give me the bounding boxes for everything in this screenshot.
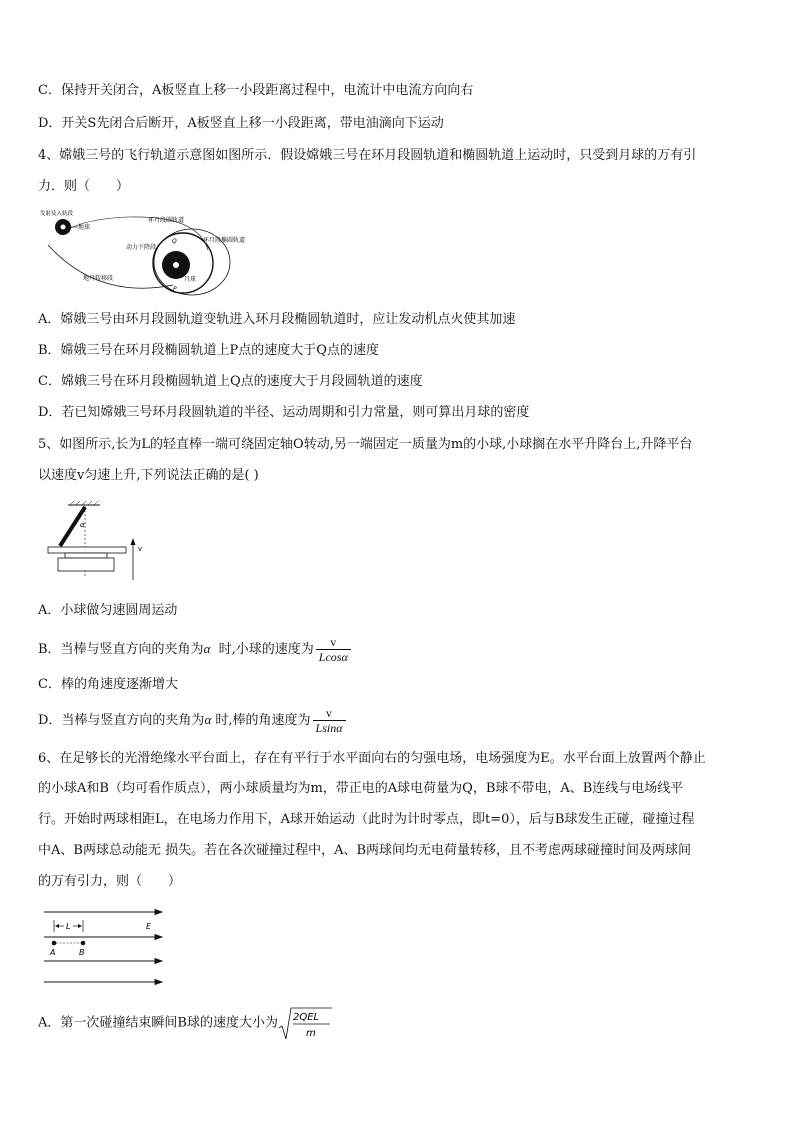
decel-label: 动力下降段 [126, 244, 157, 251]
q5-option-a: A．小球做匀速圆周运动 [38, 603, 178, 618]
sqrt-numerator: 2QEL [292, 1012, 320, 1024]
q5-option-d: D．当棒与竖直方向的夹角为α 时,棒的角速度为 $\frac{v}{Lsin\alpha}$ [38, 703, 348, 738]
q6-option-a-sqrt [278, 1003, 332, 1043]
q5-stem-line2: 以速度v匀速上升,下列说法正确的是( ) [38, 468, 259, 483]
q5-option-c: C．棒的角速度逐渐增大 [38, 677, 178, 692]
q6-stem-line3: 行。开始时两球相距L，在电场力作用下，A球开始运动（此时为计时零点，即t=0），后与B球发生正碰，碰撞过程 [38, 812, 695, 827]
earth-label: 地球 [78, 224, 91, 231]
q3-option-d: D．开关S先闭合后断开，A板竖直上移一小段距离，带电油滴向下运动 [38, 116, 444, 131]
q4-option-c: C．嫦娥三号在环月段椭圆轨道上Q点的速度大于月段圆轨道的速度 [38, 374, 423, 389]
ball-a-label: A [50, 948, 56, 957]
distance-l-label: L [66, 922, 71, 931]
q6-stem-line2: 的小球A和B（均可看作质点），两小球质量均为m，带正电的A球电荷量为Q，B球不带电，A、B连线与电场线平 [38, 781, 684, 796]
launch-label: 发射及入轨段 [40, 211, 74, 217]
ball-b-label: B [79, 948, 85, 957]
q5-stem-line1: 5、如图所示,长为L的轻直棒一端可绕固定轴O转动,另一端固定一质量为m的小球,小球搁在水平升降台上,升降平台 [38, 437, 693, 452]
field-e-label: E [146, 922, 152, 931]
moon-label: 月球 [184, 276, 197, 283]
q6-stem-line1: 6、在足够长的光滑绝缘水平台面上，存在有平行于水平面向右的匀强电场，电场强度为E。水平台面上放置两个静止 [38, 751, 706, 766]
q4-option-d: D．若已知嫦娥三号环月段圆轨道的半径、运动周期和引力常量，则可算出月球的密度 [38, 405, 530, 420]
q6-field-figure [42, 906, 167, 988]
q6-option-a: A．第一次碰撞结束瞬间B球的速度大小为 2QEL m [38, 1003, 332, 1044]
q6-stem-line4: 中A、B两球总动能无 损失。若在各次碰撞过程中，A、B两球间均无电荷量转移，且不考虑两球碰撞时间及两球间 [38, 843, 692, 858]
q5-option-b: B．当棒与竖直方向的夹角为α 时,小球的速度为 $\frac{v}{Lcos\alpha}$ [38, 632, 353, 667]
q4-orbit-figure [38, 205, 268, 297]
transfer-label: 地月转移段 [83, 275, 114, 282]
point-q-label: Q [172, 238, 177, 245]
ellip-orbit-label: 环月段椭圆轨道 [203, 237, 246, 244]
ball-a [52, 941, 57, 946]
q5-rod-figure [40, 500, 160, 585]
q4-option-b: B．嫦娥三号在环月段椭圆轨道上P点的速度大于Q点的速度 [38, 343, 379, 358]
alpha-label: α [80, 521, 85, 529]
q5-option-d-fraction: $\frac{v}{Lsin\alpha}$ [313, 707, 346, 735]
q6-stem-line5: 的万有引力，则（ ） [38, 874, 182, 889]
sqrt-denominator: m [305, 1028, 316, 1040]
q4-stem-line2: 力．则（ ） [38, 179, 130, 194]
velocity-label: v [138, 545, 143, 553]
point-p-label: P [173, 286, 177, 293]
q4-option-a: A．嫦娥三号由环月段圆轨道变轨进入环月段椭圆轨道时，应让发动机点火使其加速 [38, 312, 516, 327]
circ-orbit-label: 环月段圆轨道 [148, 217, 185, 224]
q5-option-b-fraction: $\frac{v}{Lcos\alpha}$ [316, 636, 351, 664]
q3-option-c: C．保持开关闭合，A板竖直上移一小段距离过程中，电流计中电流方向向右 [38, 83, 474, 98]
q4-stem-line1: 4、嫦娥三号的飞行轨道示意图如图所示．假设嫦娥三号在环月段圆轨道和椭圆轨道上运动时，只受到月球的万有引 [38, 148, 697, 163]
ball-b [81, 941, 86, 946]
